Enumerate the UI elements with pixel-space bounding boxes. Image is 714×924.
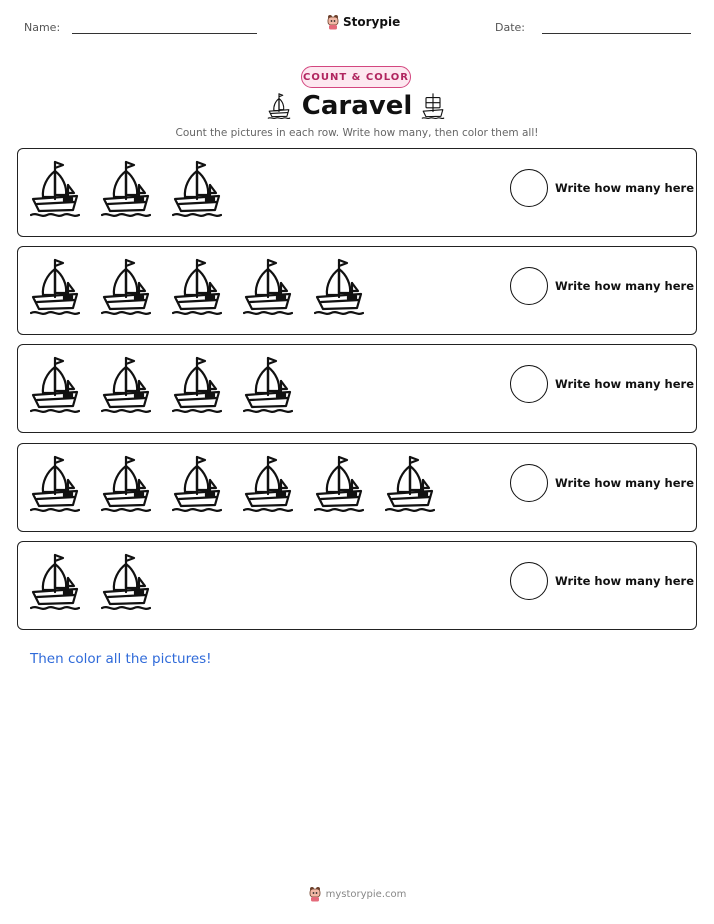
- caravel-icon: [243, 454, 293, 514]
- caravel-icon: [172, 454, 222, 514]
- caravel-icon: [30, 355, 80, 415]
- caravel-icon: [30, 552, 80, 612]
- name-line[interactable]: [72, 33, 257, 34]
- page-title: Caravel: [301, 91, 413, 121]
- activity-badge: COUNT & COLOR: [301, 66, 411, 88]
- storypie-mascot-icon: [308, 886, 322, 902]
- name-label: Name:: [24, 21, 61, 34]
- ship-group: [30, 454, 435, 520]
- caravel-icon: [101, 454, 151, 514]
- caravel-icon: [243, 355, 293, 415]
- footer: [0, 886, 714, 902]
- caravel-icon: [30, 159, 80, 219]
- answer-circle[interactable]: [510, 267, 548, 305]
- count-row: [17, 541, 697, 630]
- caravel-icon: [172, 159, 222, 219]
- footer-url: mystorypie.com: [325, 888, 407, 900]
- count-row: [17, 246, 697, 335]
- answer-circle[interactable]: [510, 464, 548, 502]
- count-row: [17, 148, 697, 237]
- caravel-icon: [101, 552, 151, 612]
- ship-group: [30, 257, 364, 323]
- date-line[interactable]: [542, 33, 691, 34]
- caravel-icon: [314, 257, 364, 317]
- answer-prompt: Write how many here: [555, 181, 694, 195]
- date-label: Date:: [495, 21, 525, 34]
- answer-circle[interactable]: [510, 365, 548, 403]
- brand-logo: [326, 14, 400, 30]
- ship-group: [30, 552, 151, 618]
- answer-prompt: Write how many here: [555, 574, 694, 588]
- caravel-icon: [243, 257, 293, 317]
- instructions: Count the pictures in each row. Write how many, then color them all!: [175, 127, 539, 139]
- caravel-icon: [101, 159, 151, 219]
- brand-name: Storypie: [343, 15, 401, 29]
- answer-prompt: Write how many here: [555, 377, 694, 391]
- caravel-icon: [172, 257, 222, 317]
- count-row: [17, 344, 697, 433]
- answer-prompt: Write how many here: [555, 279, 694, 293]
- caravel-icon: [385, 454, 435, 514]
- storypie-mascot-icon: [326, 14, 340, 30]
- answer-circle[interactable]: [510, 562, 548, 600]
- color-instruction: Then color all the pictures!: [30, 651, 212, 667]
- caravel-right-icon: [420, 92, 446, 120]
- count-row: [17, 443, 697, 532]
- caravel-icon: [101, 355, 151, 415]
- caravel-icon: [101, 257, 151, 317]
- ship-group: [30, 159, 222, 225]
- answer-prompt: Write how many here: [555, 476, 694, 490]
- ship-group: [30, 355, 293, 421]
- answer-circle[interactable]: [510, 169, 548, 207]
- caravel-icon: [30, 257, 80, 317]
- caravel-icon: [172, 355, 222, 415]
- caravel-icon: [30, 454, 80, 514]
- caravel-icon: [314, 454, 364, 514]
